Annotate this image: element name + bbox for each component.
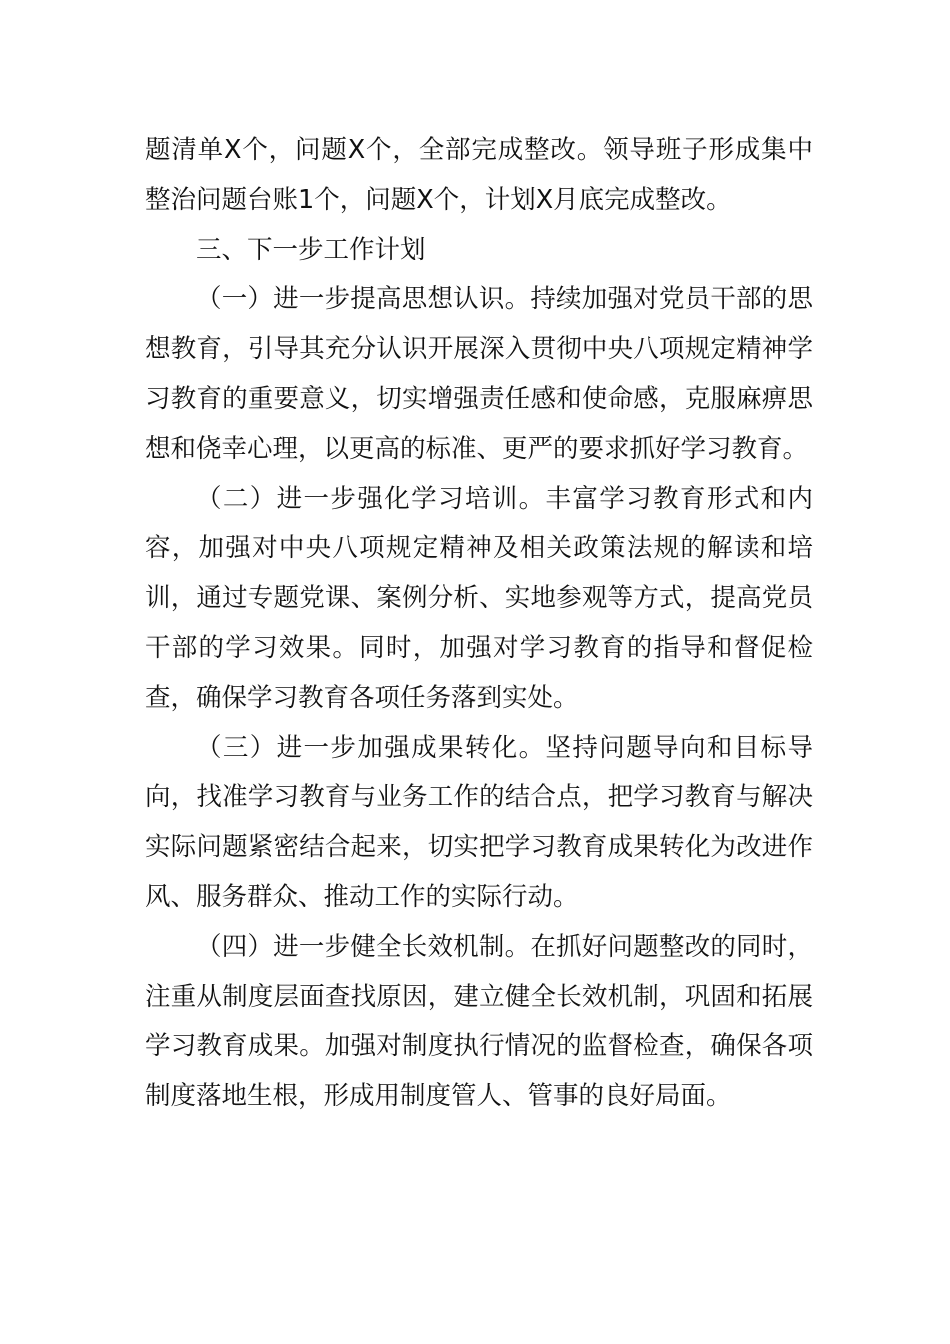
paragraph-item-2: （二）进一步强化学习培训。丰富学习教育形式和内容，加强对中央八项规定精神及相关政策法规的解读和培训，通过专题党课、案例分析、实地参观等方式，提高党员干部的学习效果。同时，加强对学习教育的指导和督促检查，确保学习教育各项任务落到实处。 [145,483,813,713]
paragraph-item-1: （一）进一步提高思想认识。持续加强对党员干部的思想教育，引导其充分认识开展深入贯彻中央八项规定精神学习教育的重要意义，切实增强责任感和使命感，克服麻痹思想和侥幸心理，以更高的标准、更严的要求抓好学习教育。 [145,284,813,464]
paragraph-item-3: （三）进一步加强成果转化。坚持问题导向和目标导向，找准学习教育与业务工作的结合点，把学习教育与解决实际问题紧密结合起来，切实把学习教育成果转化为改进作风、服务群众、推动工作的实际行动。 [145,732,813,912]
section-heading-next-steps: 三、下一步工作计划 [196,234,426,265]
document-body [145,126,813,1122]
paragraph-item-4: （四）进一步健全长效机制。在抓好问题整改的同时，注重从制度层面查找原因，建立健全长效机制，巩固和拓展学习教育成果。加强对制度执行情况的监督检查，确保各项制度落地生根，形成用制度管人、管事的良好局面。 [145,931,813,1112]
paragraph-continued-summary: 题清单X个，问题X个，全部完成整改。领导班子形成集中整治问题台账1个，问题X个，计划X月底完成整改。 [145,135,813,215]
